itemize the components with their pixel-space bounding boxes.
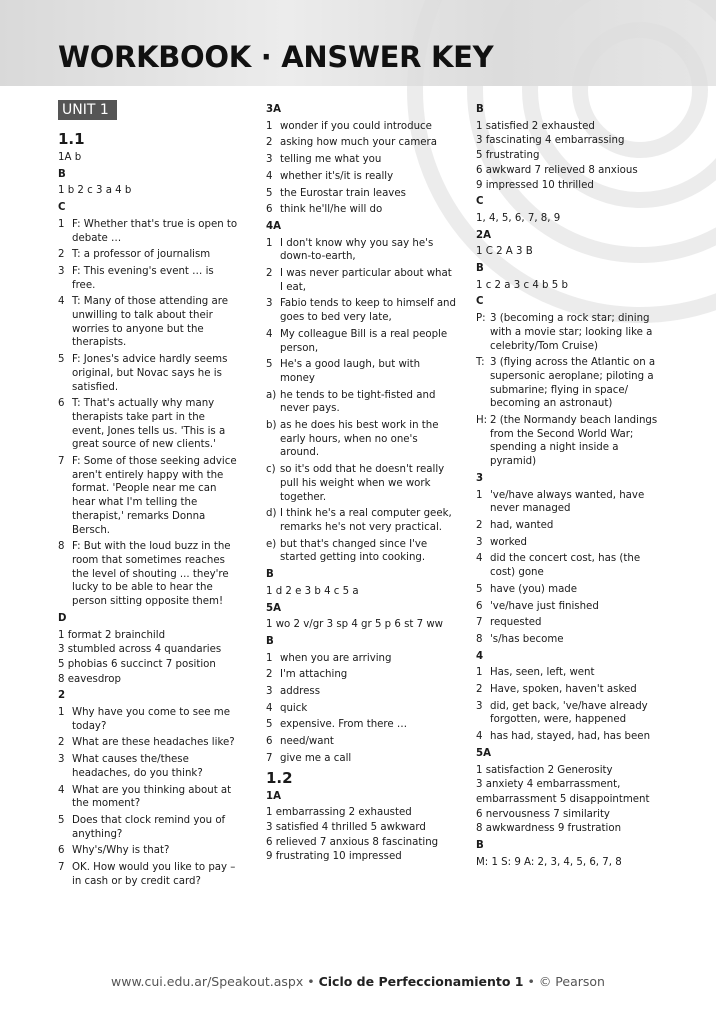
item-text: worked [490,536,528,548]
answer-item [266,463,456,504]
item-number: 6 [58,845,65,857]
answer-item [266,170,456,184]
answer-item [476,600,661,614]
column-1-content [58,130,240,888]
answer-item [476,633,661,647]
item-text: I'm attaching [280,669,348,681]
item-text: My colleague Bill is a real people person, [280,328,448,354]
answer-item [58,397,240,452]
item-number: 7 [58,862,65,874]
answer-line: 3 stumbled across 4 quandaries [58,644,222,656]
item-number: 4 [266,170,273,182]
answer-line: 1 satisfied 2 exhausted [476,120,595,132]
answer-item [266,358,456,385]
answer-item [476,414,661,469]
item-text: give me a call [280,752,352,764]
answer-item [476,519,661,533]
item-number: 8 [58,541,65,553]
item-number: 8 [476,633,483,645]
footer [0,974,716,990]
answer-item [476,583,661,597]
item-number: 5 [266,359,273,371]
answer-item [58,814,240,841]
answer-item [476,683,661,697]
item-text: I don't know why you say he's down-to-earth, [280,237,434,263]
item-text: F: But with the loud buzz in the room that sometimes reaches the level of shouting ... they're lucky to be able to hear the person sitting opposite them! [72,541,231,608]
answer-item [476,730,661,744]
item-number: 5 [266,719,273,731]
answer-item [58,455,240,537]
answer-item [266,237,456,264]
answer-item [266,297,456,324]
column-3 [476,100,661,872]
item-text: What causes the/these headaches, do you think? [72,754,203,779]
item-text: whether it's/it is really [280,170,394,182]
item-number: P: [476,313,486,325]
item-number: 2 [58,737,65,749]
answer-line: 1 c 2 a 3 c 4 b 5 b [476,279,568,291]
answer-item [58,540,240,609]
item-number: 1 [58,707,65,719]
item-text: What are you thinking about at the moment? [72,784,232,810]
answer-item [266,187,456,201]
item-number: 1 [58,218,65,230]
answer-line: 1 satisfaction 2 Generosity [476,764,613,776]
answer-item [58,265,240,292]
item-number: 3 [266,154,273,166]
answer-item [476,536,661,550]
item-text: address [280,686,321,698]
footer-copyright: © Pearson [538,974,605,989]
item-text: telling me what you [280,154,382,166]
footer-url: www.cui.edu.ar/Speakout.aspx [111,974,304,989]
answer-line: 1 b 2 c 3 a 4 b [58,185,132,197]
answer-item [58,844,240,858]
answer-item [266,267,456,294]
answer-item [266,419,456,460]
item-text: F: Jones's advice hardly seems original, but Novac says he is satisfied. [72,354,228,393]
section-label: 4A [266,220,281,232]
item-text: OK. How would you like to pay – in cash or by credit card? [72,862,236,887]
answer-item [58,706,240,733]
answer-item [476,312,661,353]
item-text: the Eurostar train leaves [280,187,406,199]
answer-item [266,507,456,534]
item-number: 3 [266,298,273,310]
item-number: 4 [266,702,273,714]
item-text: Why have you come to see me today? [72,707,230,732]
answer-item [266,735,456,749]
answer-line: 1 wo 2 v/gr 3 sp 4 gr 5 p 6 st 7 ww [266,619,444,631]
item-number: 2 [476,684,483,696]
item-number: 2 [266,137,273,149]
answer-item [58,295,240,350]
answer-line: 6 nervousness 7 similarity [476,808,610,820]
answer-line: 3 anxiety 4 embarrassment, [476,779,621,791]
item-text: has had, stayed, had, has been [490,731,651,743]
section-label: C [476,296,484,308]
item-text: F: Some of those seeking advice aren't entirely happy with the format. 'People near me can hear what I'm telling the therapist,' remarks Donna Bersch. [72,456,237,536]
item-number: 5 [58,354,65,366]
item-number: 3 [476,536,483,548]
item-text: Have, spoken, haven't asked [490,684,637,696]
answer-item [58,248,240,262]
answer-line: 6 awkward 7 relieved 8 anxious [476,164,638,176]
item-text: F: Whether that's true is open to debate … [72,218,238,244]
answer-item [266,685,456,699]
item-number: b) [266,420,277,432]
item-text: so it's odd that he doesn't really pull his weight when we work together. [280,464,445,503]
answer-item [266,136,456,150]
section-label: 3 [476,472,484,484]
answer-item [266,652,456,666]
section-label: 2 [58,690,66,702]
item-text: Does that clock remind you of anything? [72,814,226,840]
item-text: think he'll/he will do [280,204,383,216]
item-number: 5 [476,583,483,595]
item-text: but that's changed since I've started getting into cooking. [280,538,428,564]
item-number: 1 [476,489,483,501]
item-text: Why's/Why is that? [72,845,170,857]
item-number: 3 [58,265,65,277]
item-number: 4 [476,731,483,743]
section-label: B [58,168,66,180]
item-text: T: Many of those attending are unwilling to talk about their worries to anyone but the therapists. [72,296,228,349]
answer-item [266,389,456,416]
item-text: I think he's a real computer geek, remarks he's not very practical. [280,508,452,533]
answer-item [58,353,240,394]
answer-item [58,861,240,888]
item-number: 1 [266,652,273,664]
answer-line: 3 fascinating 4 embarrassing [476,135,625,147]
item-text: 2 (the Normandy beach landings from the Second World War; spending a night inside a pyramid) [490,415,658,468]
item-number: 1 [266,120,273,132]
item-text: What are these headaches like? [72,737,235,749]
answer-item [476,552,661,579]
answer-line: embarrassment 5 disappointment [476,793,650,805]
item-text: asking how much your camera [280,137,437,149]
item-text: when you are arriving [280,652,392,664]
section-label: 2A [476,229,491,241]
answer-item [266,752,456,766]
answer-item [58,753,240,780]
section-label: 3A [266,104,281,115]
answer-line: 3 satisfied 4 thrilled 5 awkward [266,821,426,833]
item-number: 6 [476,600,483,612]
answer-item [266,120,456,134]
item-text: 3 (becoming a rock star; dining with a movie star; looking like a celebrity/Tom Cruise) [490,313,653,352]
answer-item [266,668,456,682]
item-number: 7 [58,456,65,468]
unit-badge: UNIT 1 [58,100,117,120]
section-label: B [476,263,484,275]
item-number: 4 [476,553,483,565]
item-number: 6 [266,204,273,216]
item-text: need/want [280,736,334,748]
item-number: 1 [476,667,483,679]
answer-item [58,736,240,750]
item-number: a) [266,389,277,401]
item-number: 2 [476,519,483,531]
item-text: 've/have always wanted, have never managed [490,489,645,515]
answer-item [266,153,456,167]
answer-line: 8 awkwardness 9 frustration [476,823,622,835]
answer-line: 5 phobias 6 succinct 7 position [58,658,216,670]
section-label: D [58,612,67,624]
column-2-content [266,103,456,864]
item-text: requested [490,617,542,629]
section-label: C [476,196,484,208]
answer-item [266,328,456,355]
footer-separator: • [303,974,319,989]
answer-line: 6 relieved 7 anxious 8 fascinating [266,836,439,848]
page-title [58,40,493,74]
answer-line: 8 eavesdrop [58,673,121,685]
item-text: I was never particular about what I eat, [280,268,452,293]
section-label: B [476,104,484,115]
item-text: F: This evening's event … is free. [72,265,214,291]
answer-item [476,356,661,411]
item-number: 4 [58,784,65,796]
title-workbook: WORKBOOK [58,40,251,74]
item-number: 7 [476,617,483,629]
section-label: 5A [476,747,491,759]
answer-line: 9 frustrating 10 impressed [266,851,402,863]
answer-item [266,203,456,217]
item-text: expensive. From there … [280,719,408,731]
item-number: 3 [58,754,65,766]
section-label: B [266,635,274,647]
answer-line: 1 format 2 brainchild [58,629,166,641]
item-number: d) [266,508,277,520]
item-number: 2 [266,268,273,280]
column-3-content [476,103,661,869]
item-text: had, wanted [490,519,554,531]
item-number: 1 [266,237,273,249]
answer-line: M: 1 S: 9 A: 2, 3, 4, 5, 6, 7, 8 [476,856,622,868]
answer-item [58,218,240,245]
answer-line: 1 embarrassing 2 exhausted [266,807,412,819]
section-label: B [476,840,484,852]
item-number: 6 [266,736,273,748]
item-text: quick [280,702,308,714]
item-text: Has, seen, left, went [490,667,595,679]
answer-item [476,700,661,727]
answer-item [476,489,661,516]
section-label: 5A [266,602,281,614]
item-text: wonder if you could introduce [280,120,432,132]
lesson-heading: 1.1 [58,130,85,148]
item-number: 4 [266,328,273,340]
answer-line: 1 d 2 e 3 b 4 c 5 a [266,585,359,597]
answer-item [266,718,456,732]
item-text: 've/have just finished [490,600,599,612]
answer-item [58,784,240,811]
answer-line: 1, 4, 5, 6, 7, 8, 9 [476,212,561,224]
item-text: did, get back, 've/have already forgotten, were, happened [490,700,648,726]
answer-line: 5 frustrating [476,150,540,162]
item-text: Fabio tends to keep to himself and goes to bed very late, [280,298,456,324]
item-number: 2 [266,669,273,681]
section-label: B [266,569,274,581]
item-number: e) [266,538,277,550]
answer-item [476,616,661,630]
answer-line: 1 C 2 A 3 B [476,246,533,258]
item-number: 2 [58,249,65,261]
item-number: T: [476,357,485,369]
item-number: c) [266,464,276,476]
item-text: he tends to be tight-fisted and never pays. [280,389,436,415]
item-number: 5 [58,814,65,826]
answer-line: 9 impressed 10 thrilled [476,179,594,191]
answer-item [266,702,456,716]
item-text: T: That's actually why many therapists take part in the event, Jones tells us. 'This is a great source of new clients.' [72,398,226,451]
item-text: have (you) made [490,583,578,595]
item-number: 4 [58,296,65,308]
title-answer-key: · ANSWER KEY [250,40,494,74]
section-label: 4 [476,650,484,662]
item-text: He's a good laugh, but with money [280,359,421,384]
item-text: as he does his best work in the early hours, when no one's around. [280,420,439,459]
lesson-heading: 1.2 [266,768,293,787]
column-1 [58,100,240,891]
item-number: 3 [266,686,273,698]
section-label: 1A [266,790,281,802]
column-2 [266,100,456,865]
footer-separator: • [523,974,539,989]
answer-line: 1A b [58,152,82,163]
answer-item [476,666,661,680]
item-text: did the concert cost, has (the cost) gone [490,553,641,579]
item-text: T: a professor of journalism [72,249,211,261]
item-number: H: [476,415,488,427]
item-number: 3 [476,700,483,712]
item-text: 3 (flying across the Atlantic on a supersonic aeroplane; piloting a submarine; flying in space/ becoming an astronaut) [490,357,656,410]
item-text: 's/has become [490,633,564,645]
item-number: 6 [58,398,65,410]
answer-item [266,538,456,565]
footer-course: Ciclo de Perfeccionamiento 1 [318,974,524,989]
section-label: C [58,202,66,214]
item-number: 5 [266,187,273,199]
item-number: 7 [266,752,273,764]
